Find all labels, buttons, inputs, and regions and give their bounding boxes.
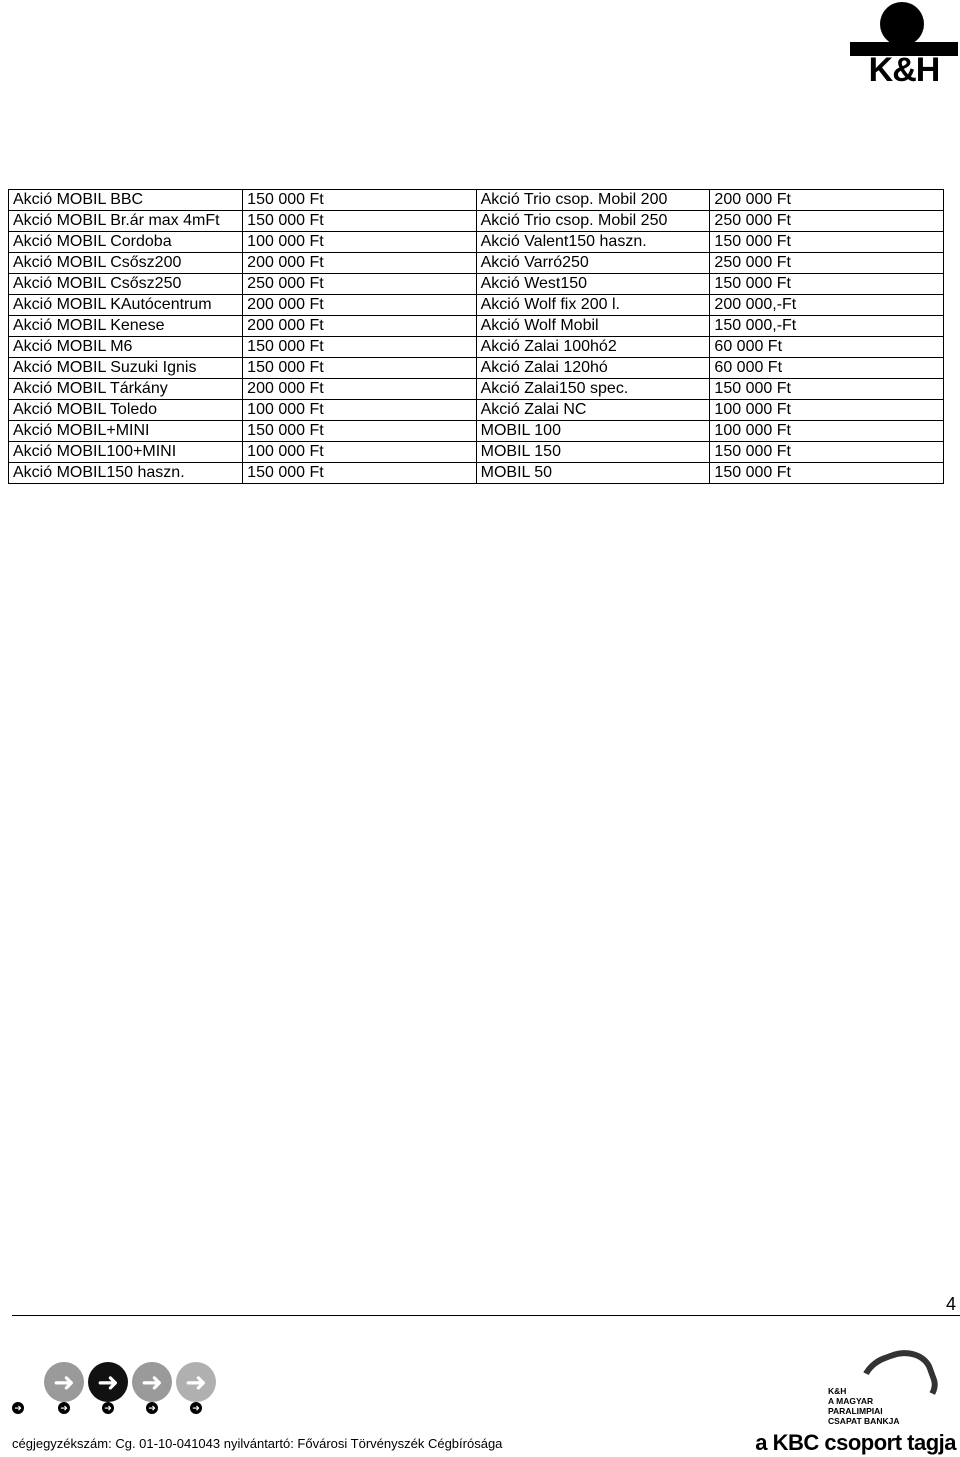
arrow-right-icon[interactable]: ➜ bbox=[88, 1362, 128, 1402]
nav-arrows bbox=[10, 1362, 230, 1414]
offer-amount-cell: 100 000 Ft bbox=[243, 442, 476, 463]
offer-amount-cell: 250 000 Ft bbox=[710, 211, 944, 232]
offer-name-cell: Akció MOBIL Cordoba bbox=[9, 232, 243, 253]
paralympic-team-logo bbox=[822, 1352, 932, 1427]
offer-amount-cell: 60 000 Ft bbox=[710, 337, 944, 358]
arrow-right-icon[interactable]: ➜ bbox=[190, 1402, 202, 1414]
offer-name-cell: Akció Zalai NC bbox=[476, 400, 710, 421]
offer-amount-cell: 250 000 Ft bbox=[710, 253, 944, 274]
table-row bbox=[9, 463, 944, 484]
arrow-right-icon[interactable]: ➜ bbox=[12, 1402, 24, 1414]
arrow-right-icon[interactable]: ➜ bbox=[102, 1402, 114, 1414]
offer-name-cell: Akció MOBIL+MINI bbox=[9, 421, 243, 442]
offer-name-cell: Akció Wolf Mobil bbox=[476, 316, 710, 337]
arrow-right-icon[interactable]: ➜ bbox=[146, 1402, 158, 1414]
offer-amount-cell: 200 000 Ft bbox=[243, 379, 476, 400]
arrow-right-icon[interactable]: ➜ bbox=[44, 1362, 84, 1402]
offer-name-cell: Akció MOBIL Suzuki Ignis bbox=[9, 358, 243, 379]
offer-amount-cell: 60 000 Ft bbox=[710, 358, 944, 379]
offer-name-cell: Akció Wolf fix 200 l. bbox=[476, 295, 710, 316]
offer-amount-cell: 150 000 Ft bbox=[710, 232, 944, 253]
offer-amount-cell: 150 000 Ft bbox=[710, 442, 944, 463]
offer-amount-cell: 150 000 Ft bbox=[243, 358, 476, 379]
arrow-right-icon[interactable]: ➜ bbox=[132, 1362, 172, 1402]
table-row bbox=[9, 295, 944, 316]
offer-name-cell: Akció Zalai150 spec. bbox=[476, 379, 710, 400]
logo-wordmark: K&H bbox=[868, 51, 940, 89]
offer-amount-cell: 200 000 Ft bbox=[243, 316, 476, 337]
table-row bbox=[9, 232, 944, 253]
offer-amount-cell: 200 000,-Ft bbox=[710, 295, 944, 316]
page-number: 4 bbox=[945, 1294, 956, 1314]
offer-name-cell: Akció MOBIL Csősz250 bbox=[9, 274, 243, 295]
table-row bbox=[9, 337, 944, 358]
kh-logo bbox=[850, 2, 958, 88]
offer-amount-cell: 200 000 Ft bbox=[243, 253, 476, 274]
offer-amount-cell: 200 000 Ft bbox=[243, 295, 476, 316]
table-row bbox=[9, 211, 944, 232]
offer-amount-cell: 150 000,-Ft bbox=[710, 316, 944, 337]
offer-name-cell: Akció MOBIL M6 bbox=[9, 337, 243, 358]
offer-amount-cell: 150 000 Ft bbox=[710, 379, 944, 400]
table-row bbox=[9, 442, 944, 463]
offer-name-cell: Akció Trio csop. Mobil 250 bbox=[476, 211, 710, 232]
arrow-right-icon[interactable]: ➜ bbox=[58, 1402, 70, 1414]
offer-name-cell: Akció West150 bbox=[476, 274, 710, 295]
offer-amount-cell: 100 000 Ft bbox=[243, 400, 476, 421]
logo-head-shape bbox=[880, 2, 924, 46]
table-row bbox=[9, 379, 944, 400]
offer-name-cell: Akció Zalai 100hó2 bbox=[476, 337, 710, 358]
offer-amount-cell: 250 000 Ft bbox=[243, 274, 476, 295]
table-row bbox=[9, 274, 944, 295]
table-row bbox=[9, 400, 944, 421]
offer-amount-cell: 100 000 Ft bbox=[243, 232, 476, 253]
table-row bbox=[9, 316, 944, 337]
offer-amount-cell: 150 000 Ft bbox=[710, 463, 944, 484]
offer-name-cell: Akció MOBIL Tárkány bbox=[9, 379, 243, 400]
offer-name-cell: Akció MOBIL KAutócentrum bbox=[9, 295, 243, 316]
offer-name-cell: Akció MOBIL Toledo bbox=[9, 400, 243, 421]
offer-name-cell: Akció MOBIL Kenese bbox=[9, 316, 243, 337]
offer-name-cell: Akció MOBIL100+MINI bbox=[9, 442, 243, 463]
kbc-group-member-text: a KBC csoport tagja bbox=[755, 1430, 956, 1455]
offer-name-cell: MOBIL 100 bbox=[476, 421, 710, 442]
offer-amount-cell: 150 000 Ft bbox=[243, 190, 476, 211]
table-row bbox=[9, 421, 944, 442]
offer-name-cell: Akció Varró250 bbox=[476, 253, 710, 274]
offer-amount-cell: 150 000 Ft bbox=[710, 274, 944, 295]
table-row bbox=[9, 253, 944, 274]
offer-name-cell: MOBIL 150 bbox=[476, 442, 710, 463]
paralympic-text: K&H A MAGYAR PARALIMPIAI CSAPAT BANKJA bbox=[828, 1386, 900, 1426]
offer-name-cell: Akció Valent150 haszn. bbox=[476, 232, 710, 253]
offer-name-cell: Akció Trio csop. Mobil 200 bbox=[476, 190, 710, 211]
arrow-right-icon[interactable]: ➜ bbox=[176, 1362, 216, 1402]
offer-name-cell: Akció Zalai 120hó bbox=[476, 358, 710, 379]
offer-amount-cell: 150 000 Ft bbox=[243, 463, 476, 484]
table-row bbox=[9, 190, 944, 211]
offer-amount-cell: 150 000 Ft bbox=[243, 211, 476, 232]
offer-name-cell: MOBIL 50 bbox=[476, 463, 710, 484]
offer-name-cell: Akció MOBIL Csősz200 bbox=[9, 253, 243, 274]
footer-rule bbox=[12, 1315, 960, 1316]
offer-amount-cell: 150 000 Ft bbox=[243, 337, 476, 358]
offer-name-cell: Akció MOBIL BBC bbox=[9, 190, 243, 211]
offer-amount-cell: 100 000 Ft bbox=[710, 400, 944, 421]
offer-amount-cell: 200 000 Ft bbox=[710, 190, 944, 211]
offer-amount-cell: 150 000 Ft bbox=[243, 421, 476, 442]
company-registry-text: cégjegyzékszám: Cg. 01-10-041043 nyilvántartó: Fővárosi Törvényszék Cégbírósága bbox=[12, 1436, 503, 1451]
table-row bbox=[9, 358, 944, 379]
offer-name-cell: Akció MOBIL Br.ár max 4mFt bbox=[9, 211, 243, 232]
offer-amount-cell: 100 000 Ft bbox=[710, 421, 944, 442]
offer-name-cell: Akció MOBIL150 haszn. bbox=[9, 463, 243, 484]
mobil-offers-table bbox=[8, 189, 944, 484]
